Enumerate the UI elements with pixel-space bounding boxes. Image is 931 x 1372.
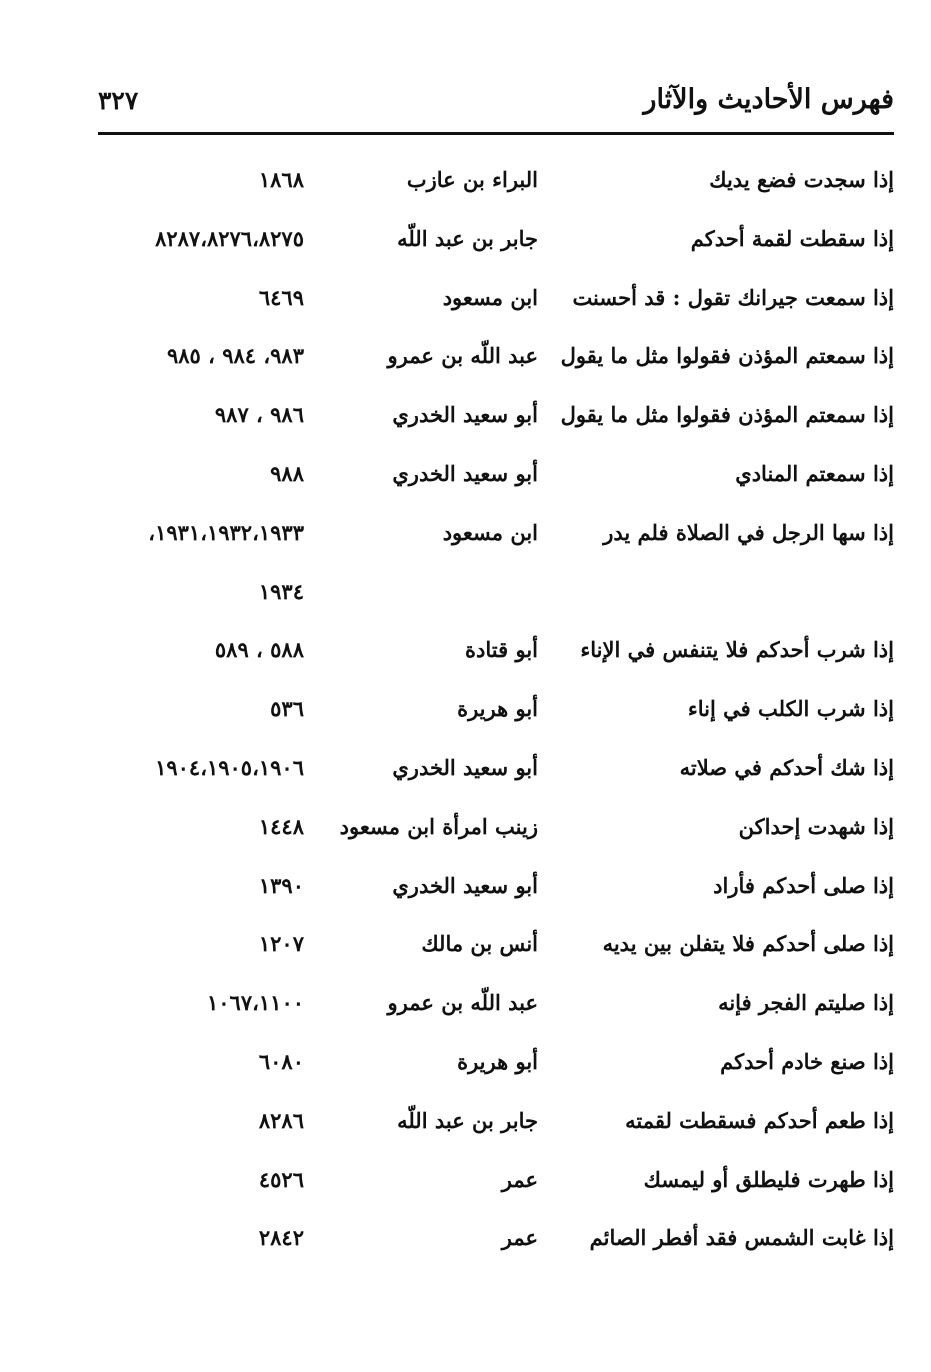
narrator-name: ابن مسعود [442,284,538,310]
hadith-numbers: ٦٤٦٩ [258,284,304,310]
hadith-numbers: ٨٢٨٧،٨٢٧٦،٨٢٧٥ [155,225,304,251]
index-entry [98,980,894,1039]
index-entry [98,275,894,334]
hadith-incipit: إذا سجدت فضع يديك [709,167,894,192]
narrator-name: أبو سعيد الخدري [392,754,538,780]
narrator-name: أبو سعيد الخدري [392,872,538,898]
hadith-numbers: ٦٠٨٠ [258,1048,304,1074]
index-entry [98,333,894,392]
narrator-name: أبو قتادة [465,637,538,663]
narrator-name: أبو سعيد الخدري [392,402,538,428]
narrator-name: جابر بن عبد اللّه [397,225,538,251]
index-entry [98,627,894,686]
narrator-name: ابن مسعود [442,519,538,545]
narrator-name: زينب امرأة ابن مسعود [339,813,538,839]
hadith-incipit: إذا سمعتم المنادي [735,460,894,486]
index-entry [98,1039,894,1098]
index-entry [98,157,894,216]
hadith-numbers: ٥٣٦ [270,696,304,722]
hadith-incipit: إذا شك أحدكم في صلاته [679,754,894,780]
index-entry [98,686,894,745]
hadith-incipit: إذا سمعتم المؤذن فقولوا مثل ما يقول [560,343,894,369]
hadith-incipit: إذا طعم أحدكم فسقطت لقمته [625,1107,894,1133]
index-entries [98,157,894,1274]
narrator-name: جابر بن عبد اللّه [397,1107,538,1133]
page-number: ٣٢٧ [98,86,139,115]
hadith-incipit: إذا صلى أحدكم فأراد [713,872,894,898]
index-entry [98,569,894,628]
hadith-incipit: إذا سها الرجل في الصلاة فلم يدر [603,519,894,545]
page-header [98,78,894,126]
hadith-incipit: إذا صلى أحدكم فلا يتفلن بين يديه [602,931,894,957]
index-entry [98,510,894,569]
hadith-numbers: ٨٢٨٦ [258,1107,304,1133]
hadith-numbers: ١٩٣١،١٩٣٢،١٩٣٣، [148,519,304,545]
hadith-numbers: ١٩٠٤،١٩٠٥،١٩٠٦ [155,754,304,780]
hadith-numbers: ٩٨٨ [270,460,304,486]
narrator-name: عبد اللّه بن عمرو [387,990,538,1016]
hadith-numbers: ١٣٩٠ [258,872,304,898]
index-entry [98,216,894,275]
hadith-numbers: ٢٨٤٢ [258,1225,304,1251]
index-entry [98,392,894,451]
narrator-name: أبو سعيد الخدري [392,460,538,486]
hadith-incipit: إذا سمعتم المؤذن فقولوا مثل ما يقول [560,402,894,428]
narrator-name: عمر [501,1166,538,1192]
index-entry [98,921,894,980]
page-title: فهرس الأحاديث والآثار [643,84,894,115]
index-entry [98,804,894,863]
hadith-incipit: إذا طهرت فليطلق أو ليمسك [643,1166,894,1192]
hadith-numbers: ١٨٦٨ [258,167,304,192]
hadith-numbers: ١٢٠٧ [258,931,304,957]
index-entry [98,451,894,510]
hadith-numbers: ١٤٤٨ [258,813,304,839]
hadith-numbers: ٩٨٦ ، ٩٨٧ [214,402,304,428]
hadith-incipit: إذا صليتم الفجر فإنه [718,990,894,1016]
hadith-numbers: ٩٨٣، ٩٨٤ ، ٩٨٥ [166,343,304,369]
narrator-name: عبد اللّه بن عمرو [387,343,538,369]
narrator-name: أبو هريرة [457,696,538,722]
header-divider [98,132,894,135]
narrator-name: أبو هريرة [457,1048,538,1074]
hadith-incipit: إذا صنع خادم أحدكم [720,1048,894,1074]
hadith-numbers: ١٠٦٧،١١٠٠ [206,990,304,1016]
index-entry [98,863,894,922]
narrator-name: البراء بن عازب [406,167,538,192]
hadith-incipit: إذا شرب الكلب في إناء [687,696,894,722]
hadith-numbers: ٤٥٢٦ [258,1166,304,1192]
hadith-numbers: ١٩٣٤ [258,578,304,604]
hadith-incipit: إذا شرب أحدكم فلا يتنفس في الإناء [580,637,894,663]
index-entry [98,1215,894,1274]
hadith-incipit: إذا سقطت لقمة أحدكم [690,225,894,251]
narrator-name: عمر [501,1225,538,1251]
index-entry [98,745,894,804]
narrator-name: أنس بن مالك [421,931,538,957]
index-entry [98,1157,894,1216]
hadith-incipit: إذا غابت الشمس فقد أفطر الصائم [589,1225,894,1251]
index-entry [98,1098,894,1157]
hadith-numbers: ٥٨٨ ، ٥٨٩ [214,637,304,663]
hadith-incipit: إذا سمعت جيرانك تقول : قد أحسنت [572,284,894,310]
hadith-incipit: إذا شهدت إحداكن [738,813,894,839]
